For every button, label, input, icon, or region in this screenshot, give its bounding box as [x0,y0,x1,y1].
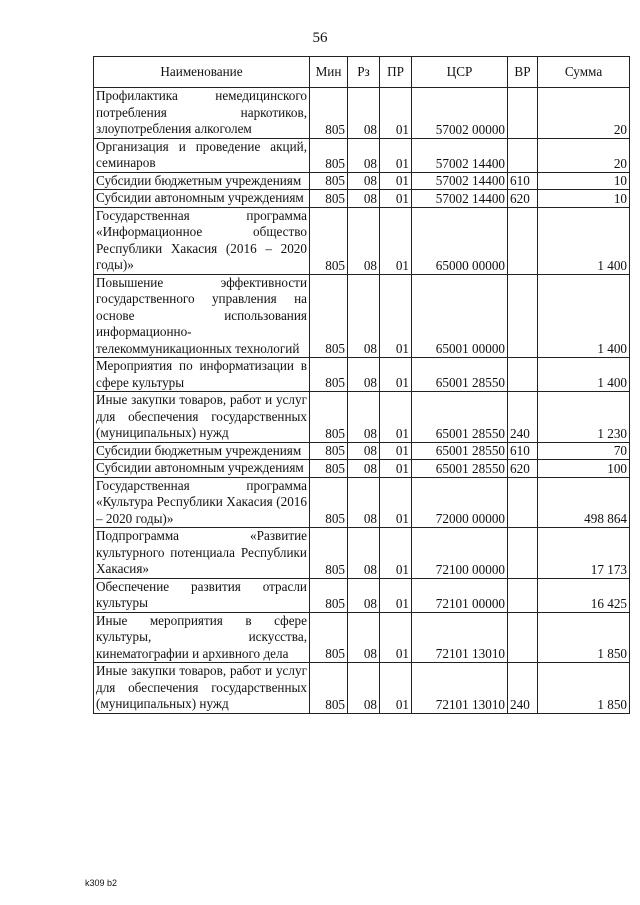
cell-vr: 240 [508,392,538,443]
cell-pr: 01 [380,460,412,478]
cell-rz: 08 [348,358,380,392]
cell-min: 805 [310,528,348,579]
cell-sum: 498 864 [538,477,630,528]
cell-vr [508,138,538,172]
cell-min: 805 [310,392,348,443]
cell-pr: 01 [380,663,412,714]
cell-min: 805 [310,190,348,208]
cell-vr: 610 [508,442,538,460]
cell-rz: 08 [348,612,380,663]
cell-rz: 08 [348,138,380,172]
cell-min: 805 [310,612,348,663]
column-header-pr: ПР [380,57,412,88]
cell-name: Обеспечение развития отрасли культуры [94,578,310,612]
cell-min: 805 [310,138,348,172]
cell-sum: 1 850 [538,612,630,663]
column-header-min: Мин [310,57,348,88]
table-row [94,663,630,714]
cell-name: Иные закупки товаров, работ и услуг для обеспечения государственных (муниципальных) нужд [94,663,310,714]
cell-csr: 65001 00000 [412,274,508,358]
cell-sum: 20 [538,88,630,139]
table-row [94,528,630,579]
cell-name: Профилактика немедицинского потребления наркотиков, злоупотребления алкоголем [94,88,310,139]
cell-name: Субсидии бюджетным учреждениям [94,172,310,190]
cell-vr [508,528,538,579]
cell-csr: 72101 13010 [412,612,508,663]
cell-sum: 20 [538,138,630,172]
cell-vr: 610 [508,172,538,190]
cell-name: Государственная программа «Информационное общество Республики Хакасия (2016 – 2020 годы)» [94,207,310,274]
cell-sum: 10 [538,190,630,208]
cell-vr: 240 [508,663,538,714]
column-header-vr: ВР [508,57,538,88]
cell-rz: 08 [348,172,380,190]
cell-min: 805 [310,172,348,190]
cell-vr: 620 [508,190,538,208]
cell-pr: 01 [380,88,412,139]
cell-pr: 01 [380,190,412,208]
table-row [94,578,630,612]
cell-pr: 01 [380,528,412,579]
cell-sum: 16 425 [538,578,630,612]
column-header-csr: ЦСР [412,57,508,88]
cell-pr: 01 [380,477,412,528]
cell-min: 805 [310,207,348,274]
budget-table [93,56,630,714]
cell-pr: 01 [380,392,412,443]
cell-pr: 01 [380,612,412,663]
cell-csr: 65001 28550 [412,460,508,478]
table-row [94,442,630,460]
footer-code: k309 b2 [85,878,118,888]
column-header-name: Наименование [94,57,310,88]
cell-name: Иные мероприятия в сфере культуры, искусства, кинематографии и архивного дела [94,612,310,663]
table-row [94,612,630,663]
cell-pr: 01 [380,274,412,358]
cell-rz: 08 [348,578,380,612]
column-header-rz: Рз [348,57,380,88]
cell-rz: 08 [348,460,380,478]
cell-vr [508,612,538,663]
table-row [94,477,630,528]
cell-name: Повышение эффективности государственного управления на основе использования информационно-телекоммуникационных технологий [94,274,310,358]
cell-csr: 65001 28550 [412,392,508,443]
cell-rz: 08 [348,274,380,358]
cell-csr: 72101 13010 [412,663,508,714]
table-row [94,460,630,478]
cell-min: 805 [310,88,348,139]
cell-name: Организация и проведение акций, семинаров [94,138,310,172]
cell-csr: 57002 00000 [412,88,508,139]
column-header-sum: Сумма [538,57,630,88]
table-row [94,358,630,392]
cell-sum: 1 400 [538,207,630,274]
table-row [94,172,630,190]
cell-min: 805 [310,578,348,612]
cell-rz: 08 [348,442,380,460]
cell-vr [508,207,538,274]
cell-pr: 01 [380,207,412,274]
cell-min: 805 [310,442,348,460]
cell-vr [508,358,538,392]
table-row [94,190,630,208]
table-row [94,392,630,443]
cell-name: Государственная программа «Культура Республики Хакасия (2016 – 2020 годы)» [94,477,310,528]
cell-csr: 72100 00000 [412,528,508,579]
cell-csr: 57002 14400 [412,138,508,172]
cell-sum: 10 [538,172,630,190]
table-row [94,274,630,358]
cell-csr: 57002 14400 [412,172,508,190]
cell-pr: 01 [380,172,412,190]
cell-csr: 65000 00000 [412,207,508,274]
cell-sum: 70 [538,442,630,460]
cell-name: Мероприятия по информатизации в сфере культуры [94,358,310,392]
cell-name: Иные закупки товаров, работ и услуг для обеспечения государственных (муниципальных) нужд [94,392,310,443]
cell-csr: 65001 28550 [412,442,508,460]
cell-rz: 08 [348,88,380,139]
cell-csr: 72000 00000 [412,477,508,528]
cell-csr: 57002 14400 [412,190,508,208]
cell-min: 805 [310,358,348,392]
cell-name: Субсидии автономным учреждениям [94,190,310,208]
cell-vr [508,578,538,612]
cell-name: Подпрограмма «Развитие культурного потенциала Республики Хакасия» [94,528,310,579]
table-row [94,207,630,274]
cell-vr [508,88,538,139]
cell-rz: 08 [348,392,380,443]
cell-sum: 1 400 [538,358,630,392]
cell-csr: 65001 28550 [412,358,508,392]
cell-csr: 72101 00000 [412,578,508,612]
cell-pr: 01 [380,578,412,612]
cell-rz: 08 [348,528,380,579]
cell-name: Субсидии автономным учреждениям [94,460,310,478]
cell-sum: 1 400 [538,274,630,358]
cell-sum: 1 850 [538,663,630,714]
cell-rz: 08 [348,207,380,274]
cell-vr [508,274,538,358]
cell-min: 805 [310,460,348,478]
cell-rz: 08 [348,477,380,528]
table-body [94,88,630,714]
header-row [94,57,630,88]
cell-min: 805 [310,663,348,714]
table-row [94,88,630,139]
cell-vr [508,477,538,528]
cell-sum: 17 173 [538,528,630,579]
cell-rz: 08 [348,190,380,208]
cell-name: Субсидии бюджетным учреждениям [94,442,310,460]
cell-min: 805 [310,274,348,358]
page-number: 56 [312,30,328,46]
cell-sum: 100 [538,460,630,478]
cell-pr: 01 [380,442,412,460]
cell-vr: 620 [508,460,538,478]
cell-rz: 08 [348,663,380,714]
table-row [94,138,630,172]
cell-sum: 1 230 [538,392,630,443]
cell-min: 805 [310,477,348,528]
cell-pr: 01 [380,138,412,172]
cell-pr: 01 [380,358,412,392]
